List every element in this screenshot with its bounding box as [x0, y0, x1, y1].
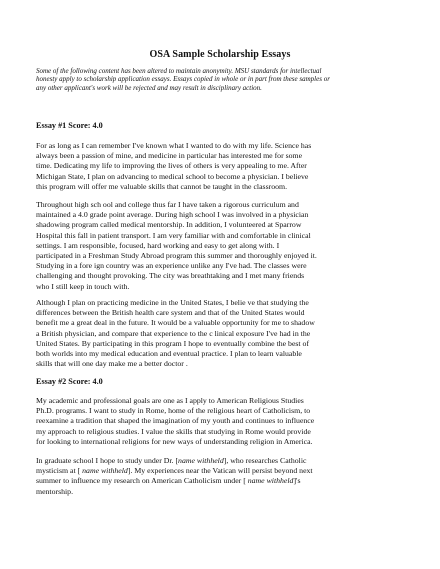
text-line — [36, 466, 402, 476]
text-line: challenging and thought provoking. The city was breathtaking and I met many friends — [36, 271, 305, 281]
text-fragment: summer to influence my research on American Catholicism under [ — [36, 476, 248, 486]
text-line: reexamine a tradition that shaped the imagination of my youth and continues to influence — [36, 416, 315, 426]
essay1-paragraph-3 — [36, 298, 402, 369]
redacted-name: name withheld — [247, 476, 294, 486]
essay2-paragraph-1 — [36, 396, 402, 447]
redacted-name: name withheld — [178, 456, 224, 465]
notice-line: Some of the following content has been altered to maintain anonymity. MSU standards for intellectual — [36, 67, 322, 75]
essay2-heading: Essay #2 Score: 4.0 — [36, 377, 103, 386]
text-line: time. Dedicating my life to improving the lives of others is very appealing to me. After — [36, 161, 307, 171]
text-line: settings. I am responsible, focused, hard working and easy to get along with. I — [36, 240, 280, 250]
text-line: skills that will one day make me a better doctor . — [36, 359, 188, 369]
text-line: Ph.D. programs. I want to study in Rome, home of the religious heart of Catholicism, to — [36, 406, 311, 416]
text-line: mentorship. — [36, 486, 74, 496]
text-line: this program will offer me valuable skills that cannot be taught in the classroom. — [36, 181, 288, 191]
text-line: Throughout high sch ool and college thus far I have taken a rigorous curriculum and — [36, 200, 299, 209]
text-line: participated in a Freshman Study Abroad program this summer and thoroughly enjoyed it. — [36, 251, 317, 261]
text-line: For as long as I can remember I've known what I wanted to do with my life. Science has — [36, 141, 312, 150]
essay1-paragraph-1 — [36, 141, 402, 192]
text-line: for looking to international religions for new ways of understanding religion in America. — [36, 436, 313, 446]
text-fragment: In graduate school I hope to study under Dr. [ — [36, 456, 179, 465]
essay2-paragraph-2 — [36, 456, 402, 497]
text-line: maintained a 4.0 grade point average. During high school I was involved in a physician — [36, 210, 309, 220]
text-fragment: ]. My experiences near the Vatican will persist beyond next — [127, 466, 313, 476]
text-fragment: mysticism at [ — [36, 466, 83, 476]
text-line: differences between the British health care system and that of the United States would — [36, 308, 305, 318]
text-line: shadowing program called medical mentorship. In addition, I volunteered at Sparrow — [36, 220, 302, 230]
text-line — [36, 476, 402, 486]
text-line: My academic and professional goals are one as I apply to American Religious Studies — [36, 396, 304, 405]
text-line: both worlds into my medical education and eventual practice. I plan to learn valuable — [36, 349, 302, 359]
text-line — [36, 456, 402, 466]
text-line: Michigan State, I plan on advancing to medical school to become a physician. I believe — [36, 171, 309, 181]
essay1-heading: Essay #1 Score: 4.0 — [36, 121, 103, 130]
text-line: my approach to religious studies. I value the skills that studying in Rome would provide — [36, 426, 311, 436]
text-line: United States. By participating in this program I hope to eventually combine the best of — [36, 338, 310, 348]
text-line: Although I plan on practicing medicine in the United States, I belie ve that studying the — [36, 298, 309, 307]
anonymity-notice — [36, 67, 402, 92]
text-fragment: ]'s — [293, 476, 301, 486]
text-line: Hospital this fall in patient transport. I am very familiar with and comfortable in clinical — [36, 230, 311, 240]
notice-line: any other applicant's work will be rejected and may result in disciplinary action. — [36, 83, 262, 92]
text-line: Studying in a fore ign country was an experience unlike any I've had. The classes were — [36, 261, 307, 271]
document-title: OSA Sample Scholarship Essays — [149, 49, 291, 60]
text-line: a British physician, and compare that experience to the c linical exposure I've had in the — [36, 328, 311, 338]
text-fragment: ], who researches Catholic — [223, 456, 307, 465]
text-line: benefit me a great deal in the future. It would be a valuable opportunity for me to shadow — [36, 318, 315, 328]
redacted-name: name withheld — [82, 466, 128, 476]
essay1-paragraph-2 — [36, 200, 402, 292]
notice-line: honesty apply to scholarship application essays. Essays copied in whole or in part from these samples or — [36, 75, 330, 84]
text-line: always been a passion of mine, and medicine in particular has interested me for some — [36, 151, 303, 161]
text-line: who I still keep in touch with. — [36, 281, 130, 291]
